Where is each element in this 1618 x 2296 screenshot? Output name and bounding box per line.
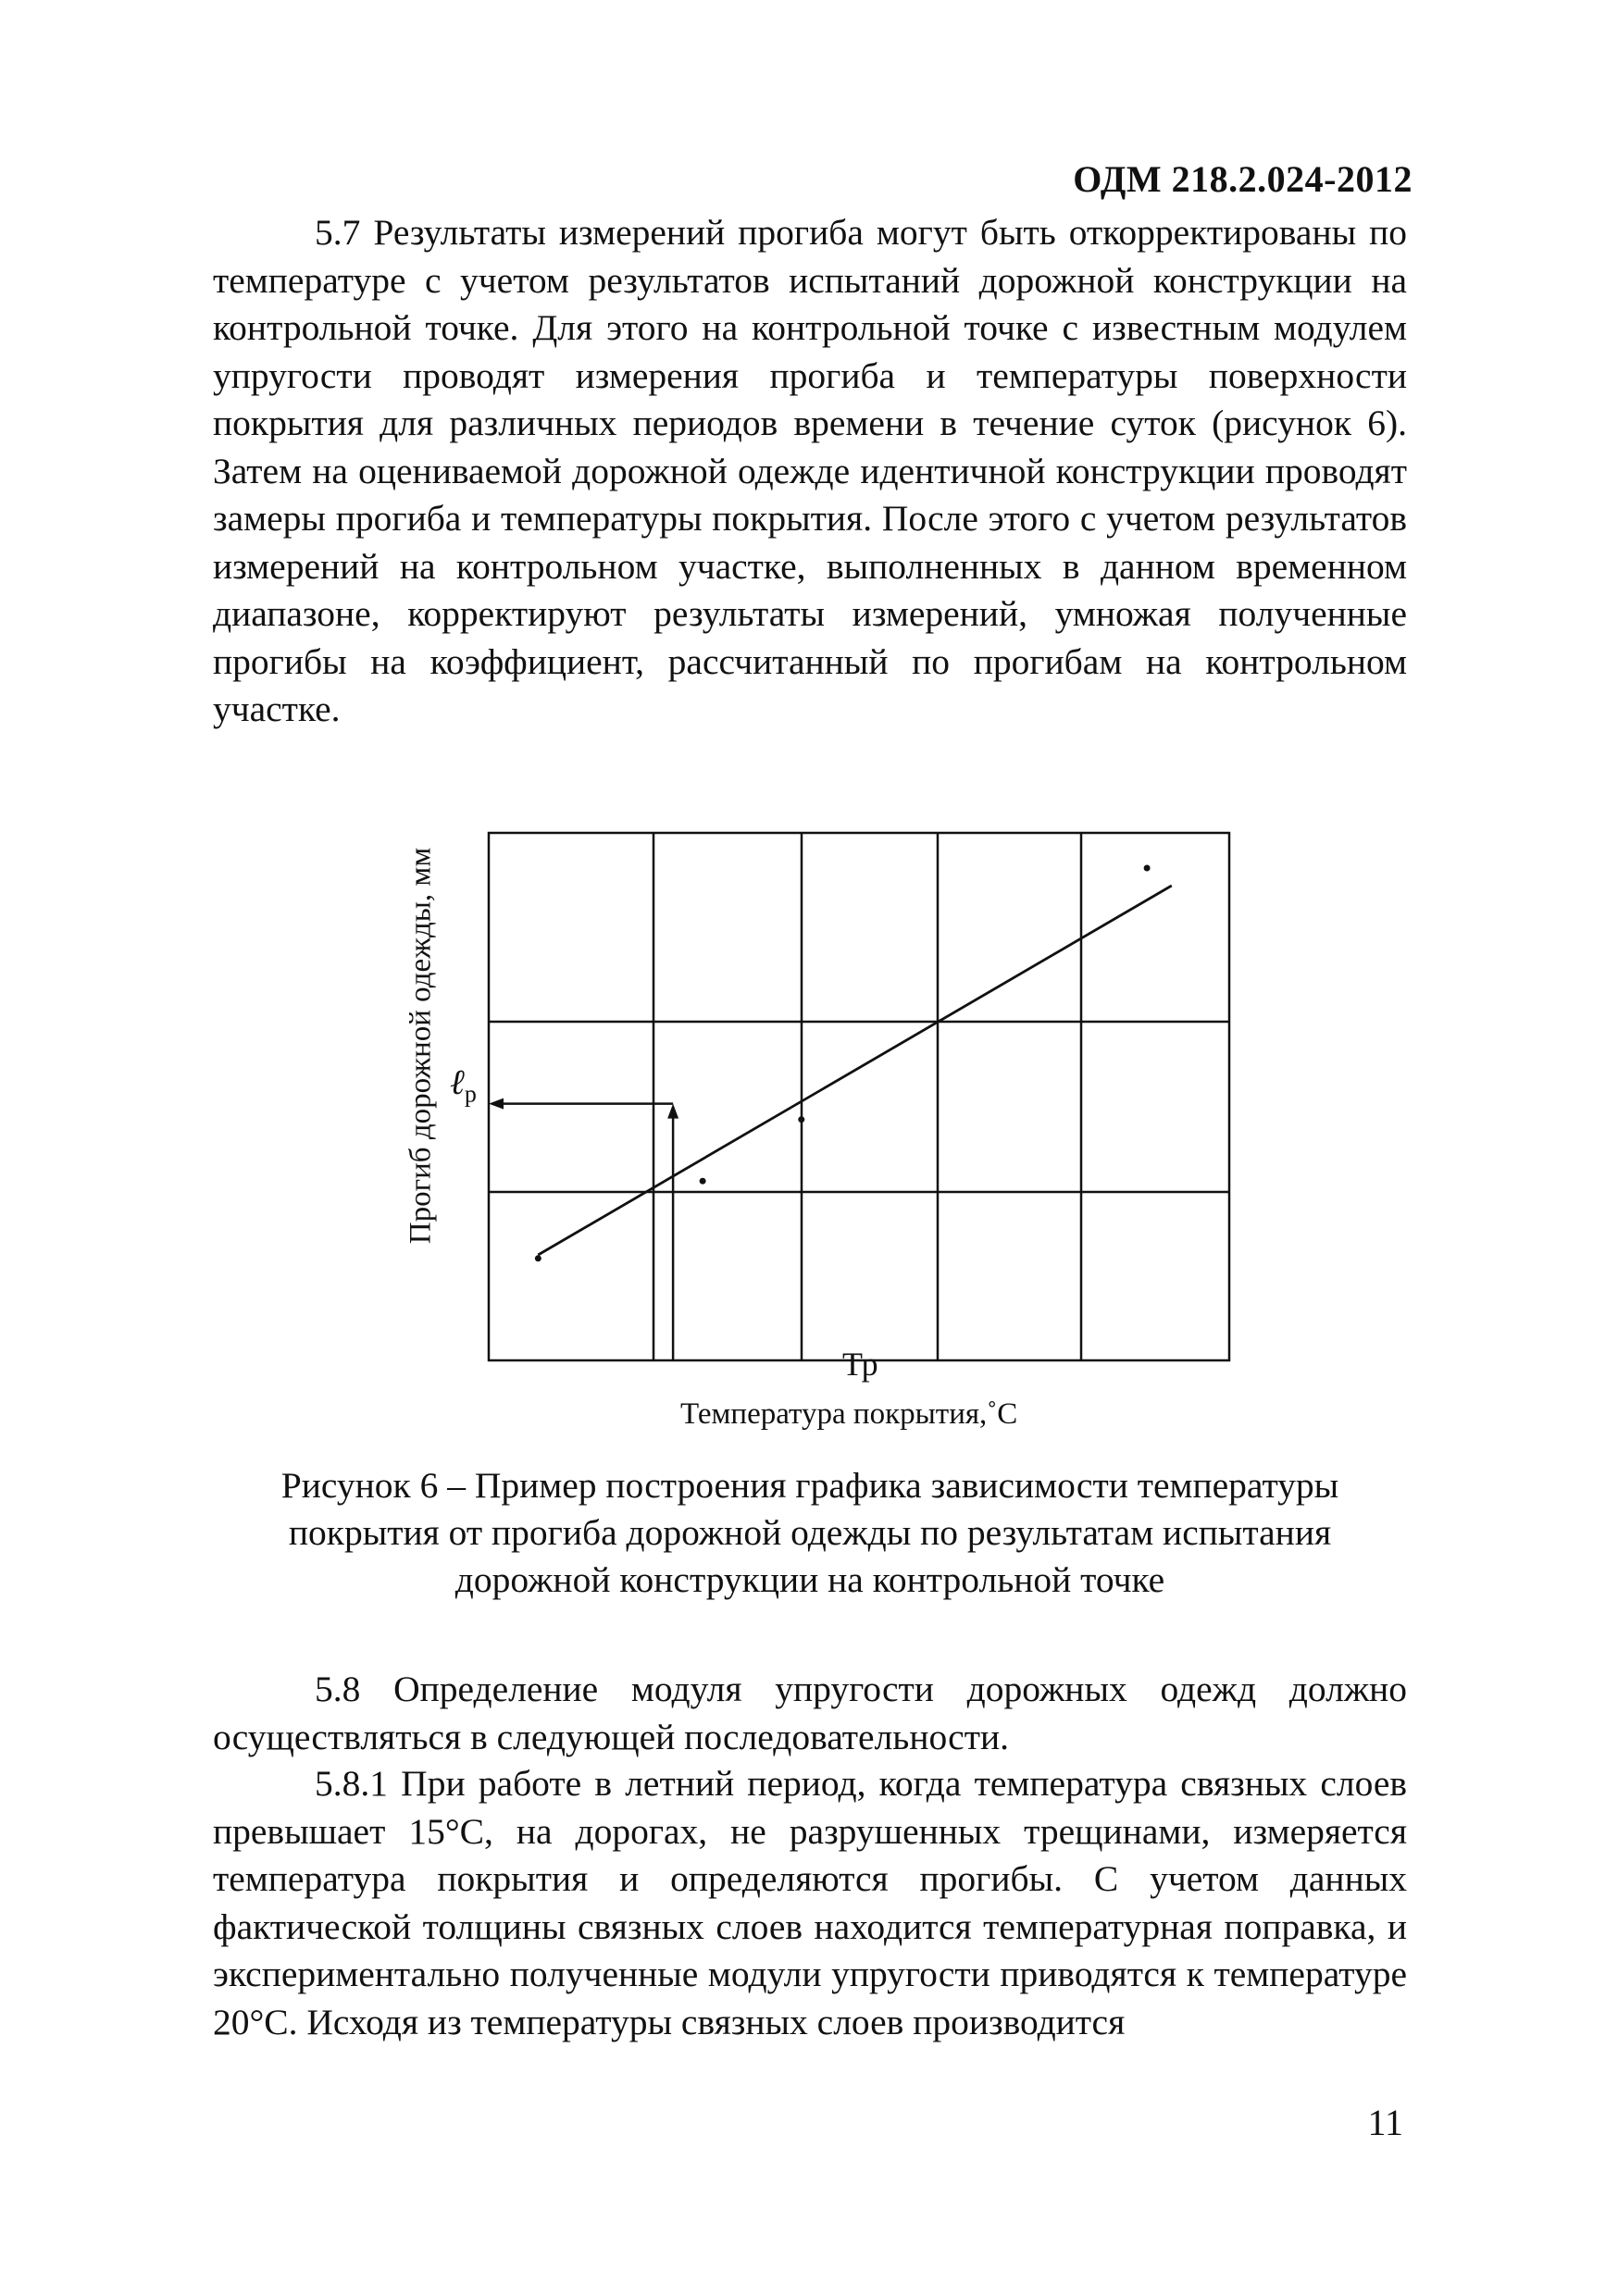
chart-lp-label [450,1062,477,1109]
chart-series [538,886,1171,1255]
paragraph-5-7: 5.7 Результаты измерений прогиба могут быть откорректированы по температуре с учетом результатов испытаний дорожной конструкции на контрольной точке. Для этого на контрольной точке с известным модулем упругости проводят измерения прогиба и температуры поверхности покрытия для различных периодов времени в течение суток (рисунок 6). Затем на оцениваемой дорожной одежде идентичной конструкции проводят замеры прогиба и температуры покрытия. После этого с учетом результатов измерений на контрольном участке, выполненных в данном временном диапазоне, корректируют результаты измерений, умножая полученные прогибы на коэффициент, рассчитанный по прогибам на контрольном участке. [213,212,1407,729]
section-5-8-1 [213,1760,1407,2046]
data-point [700,1178,706,1185]
chart-y-axis-label: Прогиб дорожной одежды, мм [404,847,438,1245]
lp-sub: р [464,1080,477,1108]
caption-line-1: Рисунок 6 – Пример построения графика зависимости температуры [280,1465,1339,1506]
chart-x-axis-label: Температура покрытия,˚С [680,1397,1018,1431]
section-5-8 [213,1666,1407,1761]
section-5-7 [213,209,1407,734]
caption-line-3: дорожной конструкции на контрольной точке [454,1559,1165,1600]
data-point [1144,865,1151,872]
chart-marker [489,1098,678,1360]
marker-arrow-left [489,1098,504,1110]
paragraph-5-8: 5.8 Определение модуля упругости дорожных одежд должно осуществляться в следующей последовательности. [213,1669,1407,1757]
document-code: ОДМ 218.2.024-2012 [1073,158,1413,200]
paragraph-5-8-1: 5.8.1 При работе в летний период, когда температура связных слоев превышает 15°С, на дорогах, не разрушенных трещинами, измеряется температура покрытия и определяются прогибы. С учетом данных фактической толщины связных слоев находится температурная поправка, и экспериментально полученные модули упругости приводятся к температуре 20°С. Исходя из температуры связных слоев производится [213,1763,1407,2042]
figure-caption [213,1462,1407,1604]
caption-line-2: покрытия от прогиба дорожной одежды по результатам испытания [288,1512,1332,1553]
chart-grid [489,833,1229,1360]
lp-main: ℓ [450,1063,465,1102]
series-line [538,886,1171,1255]
page-number: 11 [1367,2102,1403,2143]
marker-arrow-up [667,1104,678,1119]
chart-points [535,865,1151,1262]
data-point [798,1116,804,1123]
chart-tp-label: Тр [842,1346,878,1383]
chart-frame [489,833,1229,1360]
data-point [535,1255,541,1261]
